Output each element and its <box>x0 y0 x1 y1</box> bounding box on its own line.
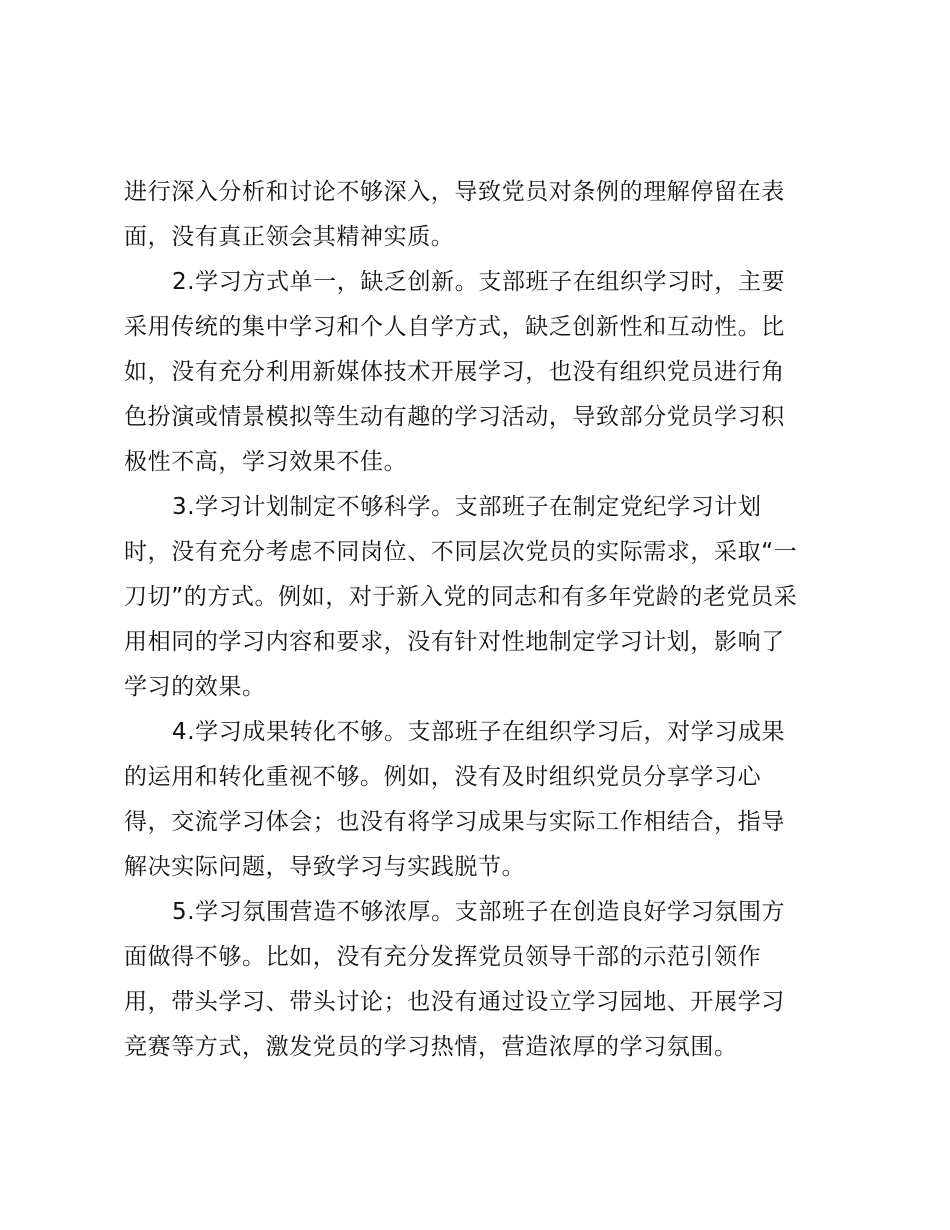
text-line: 得，交流学习体会；也没有将学习成果与实际工作相结合，指导 <box>124 809 785 835</box>
text-line: 面，没有真正领会其精神实质。 <box>124 224 455 250</box>
paragraph-start-line: 2.学习方式单一，缺乏创新。支部班子在组织学习时，主要 <box>172 269 786 295</box>
text-line: 用相同的学习内容和要求，没有针对性地制定学习计划，影响了 <box>124 629 785 655</box>
text-line: 极性不高，学习效果不佳。 <box>124 449 408 475</box>
document-body <box>124 170 836 1070</box>
text-line: 竞赛等方式，激发党员的学习热情，营造浓厚的学习氛围。 <box>124 1034 738 1060</box>
text-line: 用，带头学习、带头讨论；也没有通过设立学习园地、开展学习 <box>124 989 785 1015</box>
text-line: 时，没有充分考虑不同岗位、不同层次党员的实际需求，采取“一 <box>124 539 798 565</box>
text-line: 学习的效果。 <box>124 674 266 700</box>
text-line: 进行深入分析和讨论不够深入，导致党员对条例的理解停留在表 <box>124 179 785 205</box>
text-line: 解决实际问题，导致学习与实践脱节。 <box>124 854 526 880</box>
text-line: 刀切”的方式。例如，对于新入党的同志和有多年党龄的老党员采 <box>124 584 798 610</box>
paragraph-start-line: 4.学习成果转化不够。支部班子在组织学习后，对学习成果 <box>172 719 786 745</box>
text-line: 采用传统的集中学习和个人自学方式，缺乏创新性和互动性。比 <box>124 314 785 340</box>
paragraph-start-line: 3.学习计划制定不够科学。支部班子在制定党纪学习计划 <box>172 494 762 520</box>
text-line: 的运用和转化重视不够。例如，没有及时组织党员分享学习心 <box>124 764 762 790</box>
text-line: 面做得不够。比如，没有充分发挥党员领导干部的示范引领作 <box>124 944 762 970</box>
text-line: 如，没有充分利用新媒体技术开展学习，也没有组织党员进行角 <box>124 359 785 385</box>
paragraph-start-line: 5.学习氛围营造不够浓厚。支部班子在创造良好学习氛围方 <box>172 899 786 925</box>
text-line: 色扮演或情景模拟等生动有趣的学习活动，导致部分党员学习积 <box>124 404 785 430</box>
